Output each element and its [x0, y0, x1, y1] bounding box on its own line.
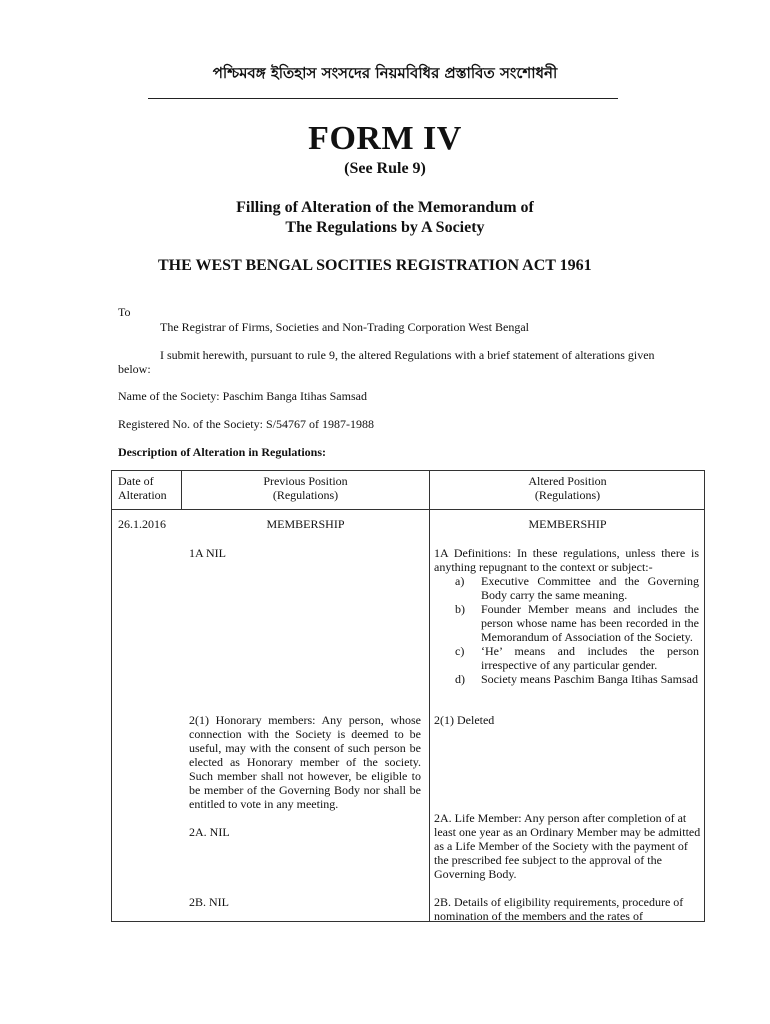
form-subtitle-line1: Filling of Alteration of the Memorandum of: [236, 199, 534, 216]
addressee-registrar: The Registrar of Firms, Societies and Non-Trading Corporation West Bengal: [160, 320, 529, 334]
definitions-list: [434, 574, 699, 686]
header-rule: [148, 98, 618, 99]
submission-statement-cont: below:: [118, 362, 151, 376]
description-heading: Description of Alteration in Regulations:: [118, 445, 326, 459]
altered-2a-life-member: 2A. Life Member: Any person after completion of at least one year as an Ordinary Member may be admitted as a Life Member of the Society with the payment of the prescribed fee subject to the approval of the Governing Body.: [434, 811, 701, 881]
definition-item: a) Executive Committee and the Governing Body carry the same meaning.: [455, 574, 699, 602]
header-altered-position: Altered Position (Regulations): [528, 474, 607, 502]
table-header-divider: [111, 509, 705, 510]
addressee-to: To: [118, 305, 131, 319]
alteration-date: 26.1.2016: [118, 517, 166, 531]
previous-2b: 2B. NIL: [189, 895, 229, 909]
act-title: THE WEST BENGAL SOCITIES REGISTRATION ACT 1961: [158, 257, 592, 274]
altered-2b: 2B. Details of eligibility requirements, procedure of nomination of the members and the rates of: [434, 895, 684, 923]
header-previous-position: Previous Position (Regulations): [263, 474, 348, 502]
previous-1a: 1A NIL: [189, 546, 226, 560]
previous-2a: 2A. NIL: [189, 825, 230, 839]
altered-1a: [434, 546, 699, 686]
altered-2-1: 2(1) Deleted: [434, 713, 495, 727]
registration-number: Registered No. of the Society: S/54767 of 1987-1988: [118, 417, 374, 431]
altered-section-heading: MEMBERSHIP: [528, 517, 607, 531]
submission-statement: I submit herewith, pursuant to rule 9, the altered Regulations with a brief statement of alterations given: [160, 348, 655, 362]
society-name: Name of the Society: Paschim Banga Itihas Samsad: [118, 389, 367, 403]
definition-item: d) Society means Paschim Banga Itihas Samsad: [455, 672, 698, 686]
header-date: Date of Alteration: [118, 474, 167, 502]
form-title: FORM IV: [308, 120, 462, 157]
bengali-heading: পশ্চিমবঙ্গ ইতিহাস সংসদের নিয়মবিধির প্রস্তাবিত সংশোধনী: [212, 64, 558, 82]
previous-section-heading: MEMBERSHIP: [266, 517, 345, 531]
altered-1a-intro: 1A Definitions: In these regulations, unless there is anything repugnant to the context or subject:-: [434, 546, 699, 574]
previous-2-1-honorary-members: 2(1) Honorary members: Any person, whose connection with the Society is deemed to be useful, may with the consent of such person be elected as Honorary member of the society. Such member shall not however, be eligible to be member of the Governing Body nor shall be entitled to vote in any meeting.: [189, 713, 421, 811]
definition-item: b) Founder Member means and includes the person whose name has been recorded in the Memorandum of Association of the Society.: [455, 602, 699, 644]
see-rule-note: (See Rule 9): [344, 160, 426, 177]
form-subtitle-line2: The Regulations by A Society: [285, 219, 485, 236]
table-column-divider: [429, 470, 430, 922]
definition-item: c) ‘He’ means and includes the person irrespective of any particular gender.: [455, 644, 699, 672]
